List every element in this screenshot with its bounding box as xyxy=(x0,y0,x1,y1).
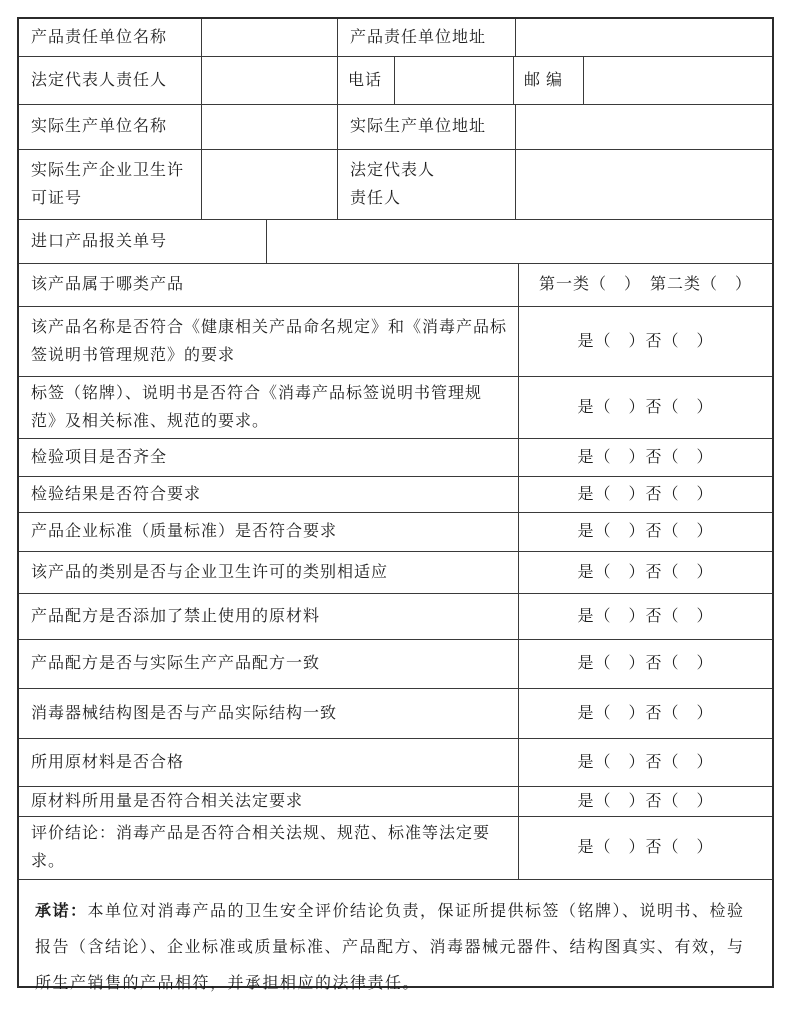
field-value-postal-code[interactable] xyxy=(584,57,772,104)
question-row-structure-diagram xyxy=(19,689,772,739)
field-label-customs-declaration-number: 进口产品报关单号 xyxy=(19,220,267,263)
commitment-statement xyxy=(19,880,772,1010)
field-label-producer-address: 实际生产单位地址 xyxy=(338,105,516,149)
answer-options[interactable]: 是（ ）否（ ） xyxy=(577,607,714,625)
field-label-legal-representative: 法定代表人责任人 xyxy=(19,57,202,104)
question-row-category-license-match xyxy=(19,552,772,594)
question-text: 产品配方是否添加了禁止使用的原材料 xyxy=(19,594,519,639)
question-row-test-results-compliant xyxy=(19,477,772,513)
field-value-legal-representative[interactable] xyxy=(202,57,338,104)
question-text: 标签（铭牌）、说明书是否符合《消毒产品标签说明书管理规范》及相关标准、规范的要求。 xyxy=(19,377,519,438)
info-row-legal-representative xyxy=(19,57,772,105)
answer-options-category[interactable]: 第一类（ ） 第二类（ ） xyxy=(538,276,752,293)
question-text: 该产品的类别是否与企业卫生许可的类别相适应 xyxy=(19,552,519,593)
answer-options[interactable]: 是（ ）否（ ） xyxy=(577,839,714,856)
evaluation-form-table xyxy=(17,17,774,992)
field-value-legal-representative-2[interactable] xyxy=(516,150,772,219)
answer-options[interactable]: 是（ ）否（ ） xyxy=(577,792,714,810)
question-text: 产品配方是否与实际生产产品配方一致 xyxy=(19,640,519,688)
question-row-test-items-complete xyxy=(19,439,772,477)
question-row-category xyxy=(19,264,772,307)
question-row-label-manual-compliance xyxy=(19,377,772,439)
question-text: 所用原材料是否合格 xyxy=(19,739,519,786)
field-value-phone[interactable] xyxy=(395,57,514,104)
field-label-phone: 电话 xyxy=(338,57,395,104)
field-label-responsible-unit-name: 产品责任单位名称 xyxy=(19,19,202,56)
answer-options[interactable]: 是（ ）否（ ） xyxy=(577,753,714,771)
question-row-formula-consistency xyxy=(19,640,772,689)
answer-options[interactable]: 是（ ）否（ ） xyxy=(577,704,714,722)
question-text: 该产品名称是否符合《健康相关产品命名规定》和《消毒产品标签说明书管理规范》的要求 xyxy=(19,307,519,376)
answer-options[interactable]: 是（ ）否（ ） xyxy=(577,332,714,350)
commitment-body: 本单位对消毒产品的卫生安全评价结论负责，保证所提供标签（铭牌）、说明书、检验报告（含结论）、企业标准或质量标准、产品配方、消毒器械元器件、结构图真实、有效，与所生产销售的产品相符，并承担相应的法律责任。 xyxy=(35,903,745,992)
question-text: 消毒器械结构图是否与产品实际结构一致 xyxy=(19,689,519,738)
field-value-responsible-unit-address[interactable] xyxy=(516,19,772,56)
question-row-evaluation-conclusion xyxy=(19,817,772,880)
answer-options[interactable]: 是（ ）否（ ） xyxy=(577,398,714,416)
field-label-line2: 责任人 xyxy=(350,189,402,207)
answer-options[interactable]: 是（ ）否（ ） xyxy=(577,485,714,503)
answer-options[interactable]: 是（ ）否（ ） xyxy=(577,655,714,672)
question-text: 检验结果是否符合要求 xyxy=(19,477,519,512)
question-text: 产品企业标准（质量标准）是否符合要求 xyxy=(19,513,519,551)
question-row-material-quantity xyxy=(19,787,772,817)
question-row-naming-compliance xyxy=(19,307,772,377)
question-text-category: 该产品属于哪类产品 xyxy=(19,264,519,306)
field-label-hygiene-license-number: 实际生产企业卫生许可证号 xyxy=(19,150,202,219)
info-row-hygiene-license xyxy=(19,150,772,220)
question-text: 检验项目是否齐全 xyxy=(19,439,519,476)
field-label-responsible-unit-address: 产品责任单位地址 xyxy=(338,19,516,56)
field-label-postal-code: 邮 编 xyxy=(514,57,584,104)
field-label-legal-representative-2 xyxy=(338,150,516,219)
answer-options[interactable]: 是（ ）否（ ） xyxy=(577,448,714,466)
field-value-producer-address[interactable] xyxy=(516,105,772,149)
field-value-hygiene-license-number[interactable] xyxy=(202,150,338,219)
info-row-responsible-unit xyxy=(19,19,772,57)
field-label-producer-name: 实际生产单位名称 xyxy=(19,105,202,149)
question-row-enterprise-standard xyxy=(19,513,772,552)
field-value-responsible-unit-name[interactable] xyxy=(202,19,338,56)
field-value-customs-declaration-number[interactable] xyxy=(267,220,772,263)
info-row-actual-producer xyxy=(19,105,772,150)
question-row-raw-materials-qualified xyxy=(19,739,772,787)
answer-options[interactable]: 是（ ）否（ ） xyxy=(577,523,714,540)
question-row-prohibited-materials xyxy=(19,594,772,640)
commitment-prefix: 承诺： xyxy=(35,903,88,920)
commitment-row xyxy=(19,880,772,1010)
field-label-line1: 法定代表人 xyxy=(350,161,436,179)
answer-options[interactable]: 是（ ）否（ ） xyxy=(577,563,714,581)
field-value-producer-name[interactable] xyxy=(202,105,338,149)
question-text: 原材料所用量是否符合相关法定要求 xyxy=(19,787,519,816)
question-text: 评价结论：消毒产品是否符合相关法规、规范、标准等法定要求。 xyxy=(19,817,519,879)
info-row-import-customs xyxy=(19,220,772,264)
